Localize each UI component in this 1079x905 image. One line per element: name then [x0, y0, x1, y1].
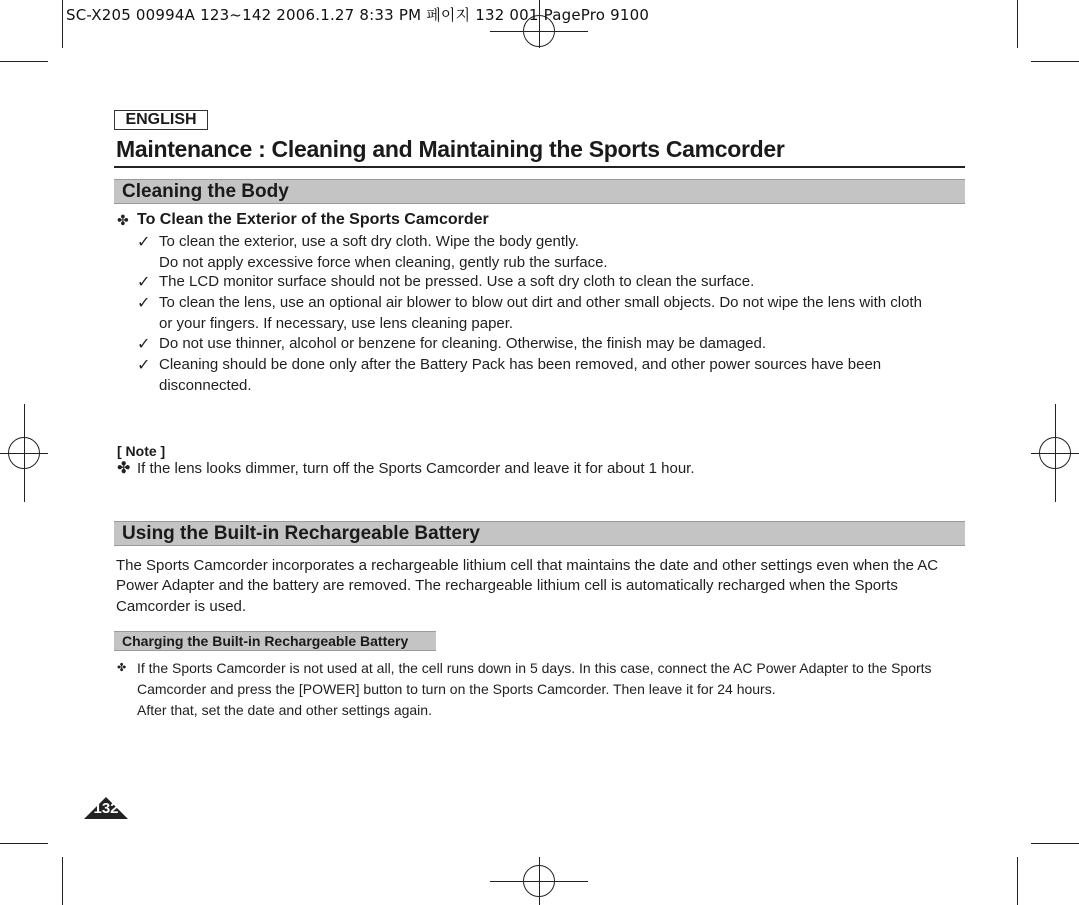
- subsection-heading: Charging the Built-in Rechargeable Battery: [122, 633, 409, 649]
- subsection-heading-bar: [114, 631, 436, 651]
- registration-line: [24, 404, 25, 502]
- note-label: [ Note ]: [117, 443, 166, 459]
- crop-mark: [1017, 0, 1018, 48]
- bullet-text: The LCD monitor surface should not be pressed. Use a soft dry cloth to clean the surface.: [159, 273, 755, 290]
- crop-mark: [0, 61, 48, 62]
- section-heading: Cleaning the Body: [122, 181, 289, 202]
- section-heading-bar: [114, 179, 965, 204]
- subsection-title: To Clean the Exterior of the Sports Camcorder: [137, 211, 489, 228]
- intro-paragraph-line: Power Adapter and the battery are removed. The rechargeable lithium cell is automatically recharged when the Sports: [116, 577, 898, 594]
- bullet-text: After that, set the date and other settings again.: [137, 702, 432, 718]
- crop-mark: [62, 857, 63, 905]
- bullet-text: Cleaning should be done only after the Battery Pack has been removed, and other power sources have been: [159, 356, 882, 373]
- crop-mark: [1031, 61, 1079, 62]
- intro-paragraph-line: Camcorder is used.: [116, 598, 247, 615]
- page-title: Maintenance : Cleaning and Maintaining the Sports Camcorder: [116, 136, 785, 162]
- registration-line: [539, 857, 540, 905]
- checkmark-icon: ✓: [137, 336, 151, 353]
- intro-paragraph-line: The Sports Camcorder incorporates a rechargeable lithium cell that maintains the date and other settings even when the AC: [116, 557, 939, 574]
- registration-line: [1055, 404, 1056, 502]
- checkmark-icon: ✓: [137, 357, 151, 374]
- crop-mark: [1017, 857, 1018, 905]
- bullet-text: or your fingers. If necessary, use lens cleaning paper.: [159, 315, 514, 332]
- bullet-text: To clean the lens, use an optional air blower to blow out dirt and other small objects. Do not wipe the lens with cloth: [159, 294, 922, 311]
- section-heading: Using the Built-in Rechargeable Battery: [122, 523, 480, 544]
- page-number-badge: [84, 797, 128, 819]
- bullet-text: To clean the exterior, use a soft dry cloth. Wipe the body gently.: [159, 233, 579, 250]
- checkmark-icon: ✓: [137, 274, 151, 291]
- print-slug: SC-X205 00994A 123~142 2006.1.27 8:33 PM 페이지 132 001 PagePro 9100: [66, 6, 650, 24]
- bullet-text: Do not use thinner, alcohol or benzene for cleaning. Otherwise, the finish may be damaged.: [159, 335, 767, 352]
- checkmark-icon: ✓: [137, 234, 151, 251]
- page-number: 132: [93, 800, 119, 817]
- bullet-text: If the Sports Camcorder is not used at all, the cell runs down in 5 days. In this case, connect the AC Power Adapter to the Sports: [137, 660, 932, 676]
- bullet-text: Do not apply excessive force when cleaning, gently rub the surface.: [159, 254, 608, 271]
- crop-mark: [62, 0, 63, 48]
- cross-bullet-icon: ✤: [117, 212, 129, 228]
- crop-mark: [1031, 843, 1079, 844]
- cross-bullet-icon: ✤: [117, 460, 131, 477]
- bullet-text: Camcorder and press the [POWER] button to turn on the Sports Camcorder. Then leave it for 24 hours.: [137, 681, 776, 697]
- cross-bullet-icon: ✤: [117, 662, 127, 674]
- bullet-text: disconnected.: [159, 377, 252, 394]
- language-label: ENGLISH: [114, 110, 208, 130]
- title-divider: [114, 166, 965, 168]
- crop-mark: [0, 843, 48, 844]
- note-text: If the lens looks dimmer, turn off the Sports Camcorder and leave it for about 1 hour.: [137, 460, 695, 477]
- checkmark-icon: ✓: [137, 295, 151, 312]
- section-heading-bar: [114, 521, 965, 546]
